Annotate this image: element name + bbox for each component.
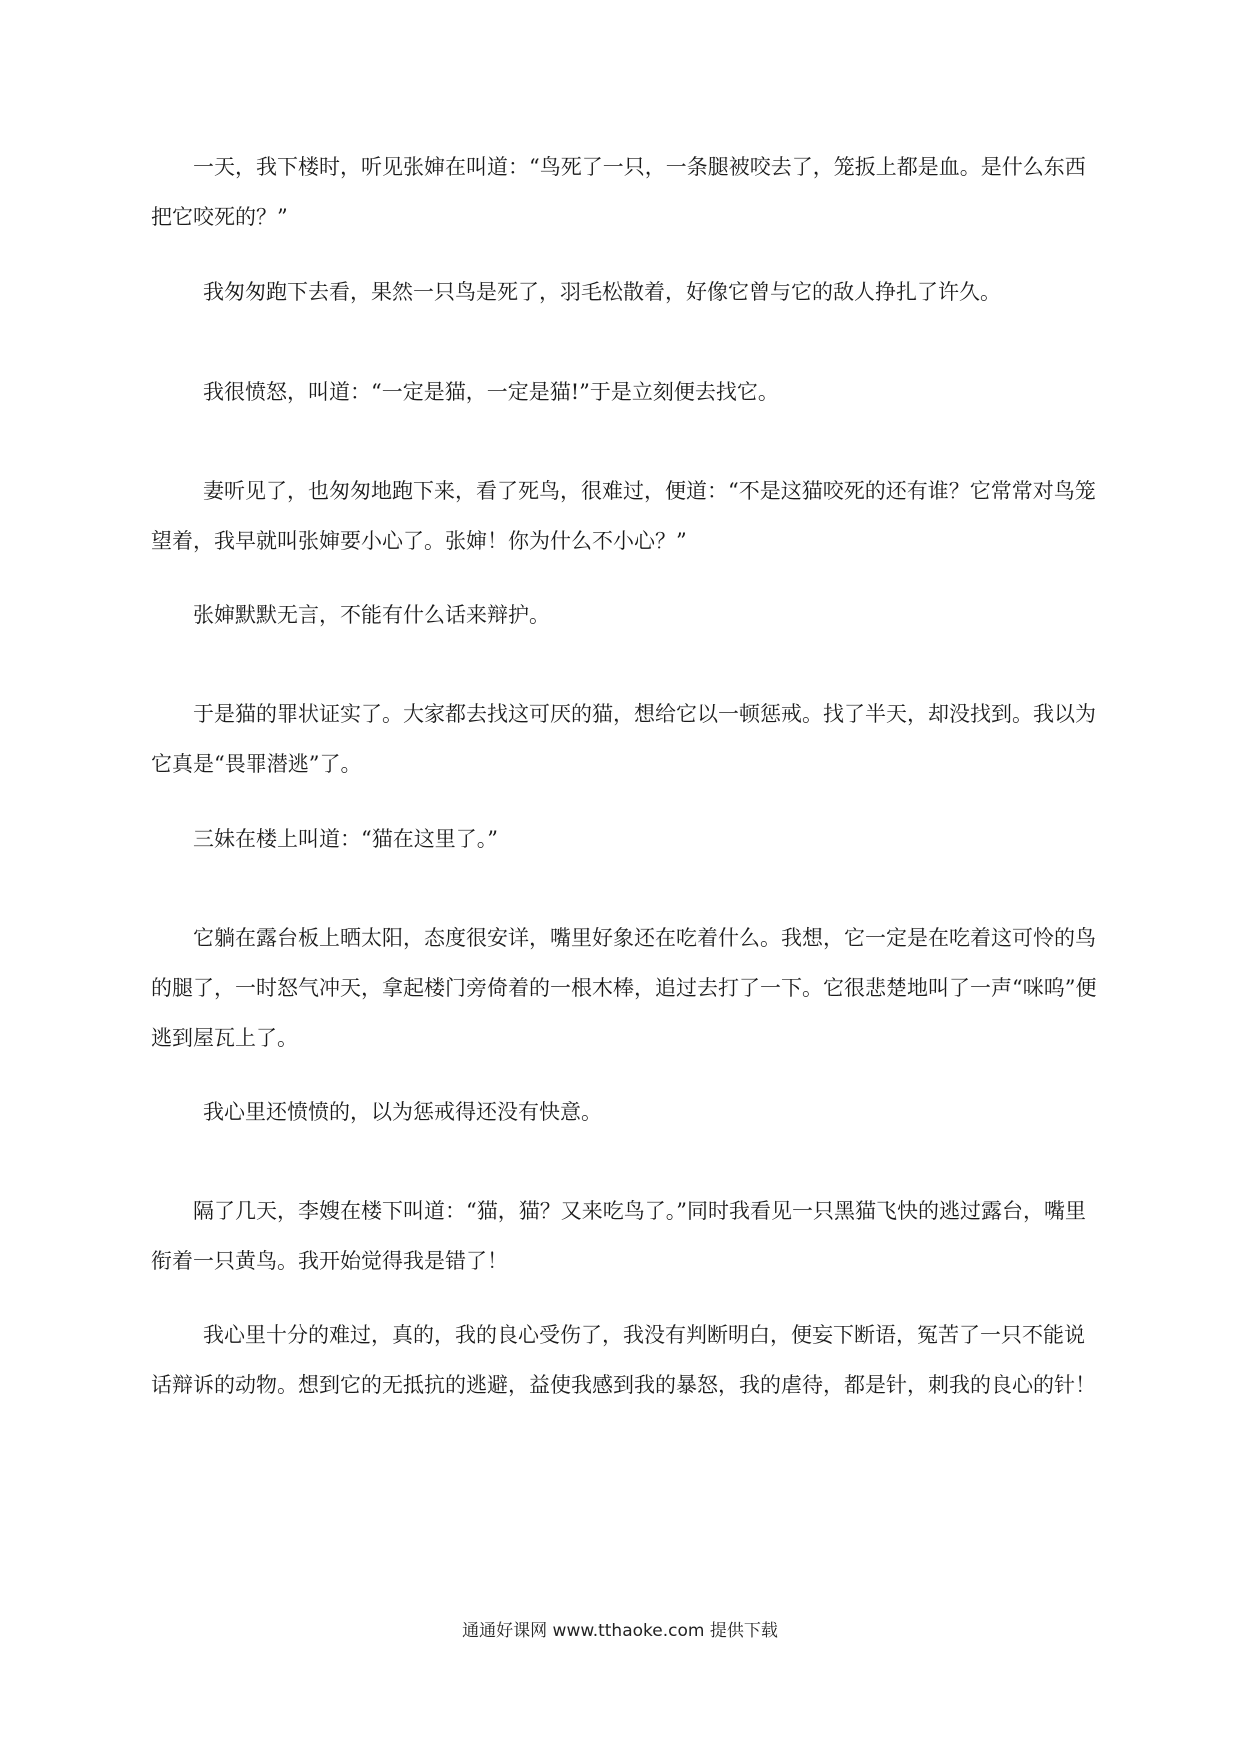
paragraph-8: 它躺在露台板上晒太阳，态度很安详，嘴里好象还在吃着什么。我想，它一定是在吃着这可怜的鸟的腿了，一时怒气冲天，拿起楼门旁倚着的一根木棒，追过去打了一下。它很悲楚地叫了一声“咪呜”便逃到屋瓦上了。 bbox=[151, 926, 1097, 1050]
paragraph-1: 一天，我下楼时，听见张婶在叫道：“鸟死了一只，一条腿被咬去了，笼扳上都是血。是什么东西把它咬死的？” bbox=[151, 155, 1086, 229]
paragraph-4: 妻听见了，也匆匆地跑下来，看了死鸟，很难过，便道：“不是这猫咬死的还有谁？它常常对鸟笼望着，我早就叫张婶要小心了。张婶！你为什么不小心？” bbox=[151, 479, 1096, 553]
paragraph-7: 三妹在楼上叫道：“猫在这里了。” bbox=[193, 827, 498, 851]
paragraph-11: 我心里十分的难过，真的，我的良心受伤了，我没有判断明白，便妄下断语，冤苦了一只不能说话辩诉的动物。想到它的无抵抗的逃避，益使我感到我的暴怒，我的虐待，都是针，刺我的良心的针！ bbox=[151, 1323, 1096, 1397]
paragraph-6: 于是猫的罪状证实了。大家都去找这可厌的猫，想给它以一顿惩戒。找了半天，却没找到。我以为它真是“畏罪潜逃”了。 bbox=[151, 702, 1096, 776]
paragraph-5: 张婶默默无言，不能有什么话来辩护。 bbox=[193, 603, 550, 627]
paragraph-2: 我匆匆跑下去看，果然一只鸟是死了，羽毛松散着，好像它曾与它的敌人挣扎了许久。 bbox=[203, 280, 1001, 304]
paragraph-10: 隔了几天，李嫂在楼下叫道：“猫，猫？又来吃鸟了。”同时我看见一只黑猫飞快的逃过露台，嘴里衔着一只黄鸟。我开始觉得我是错了！ bbox=[151, 1199, 1086, 1273]
paragraph-3: 我很愤怒，叫道：“一定是猫，一定是猫!”于是立刻便去找它。 bbox=[203, 380, 779, 404]
paragraph-9: 我心里还愤愤的，以为惩戒得还没有快意。 bbox=[203, 1100, 602, 1124]
page-footer: 通通好课网 www.tthaoke.com 提供下载 bbox=[462, 1621, 778, 1641]
